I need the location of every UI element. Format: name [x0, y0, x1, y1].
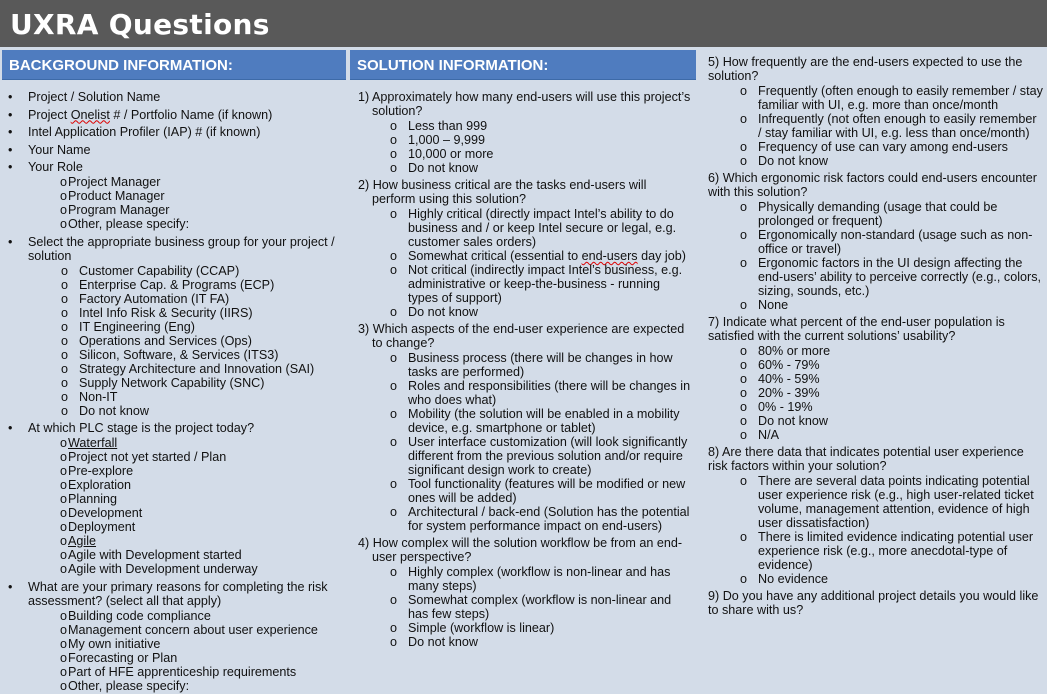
option-item: [708, 228, 1043, 256]
background-sub-item: [28, 189, 342, 203]
option-bullet-icon: o: [390, 407, 398, 421]
option-item: [358, 635, 692, 649]
option-label: Do not know: [408, 635, 479, 649]
option-list: [708, 84, 1043, 168]
option-item: [358, 565, 692, 593]
option-bullet-icon: o: [60, 506, 68, 520]
option-bullet-icon: o: [390, 477, 398, 491]
option-list: [358, 565, 692, 649]
background-sub-item: [28, 520, 342, 534]
background-sub-item-label: Operations and Services (Ops): [79, 333, 252, 348]
background-sub-item-label: Factory Automation (IT FA): [79, 291, 230, 306]
option-label: Do not know: [408, 305, 479, 319]
background-sub-item: [28, 623, 342, 637]
background-sub-item: [28, 320, 342, 334]
option-bullet-icon: o: [740, 154, 748, 168]
option-bullet-icon: o: [60, 464, 68, 478]
solution-questions: [350, 80, 696, 649]
option-item: [358, 263, 692, 305]
option-bullet-icon: o: [60, 534, 68, 548]
background-sub-item: [28, 506, 342, 520]
solution-header: SOLUTION INFORMATION:: [350, 50, 696, 80]
option-item: [708, 572, 1043, 586]
option-item: [708, 428, 1043, 442]
option-label: There are several data points indicating potential user experience risk (e.g., high user-related ticket volume, management attention, evidence of high user dissatisfaction): [758, 474, 1034, 530]
background-item-label: At which PLC stage is the project today?: [28, 421, 255, 435]
option-bullet-icon: o: [61, 389, 69, 404]
background-item-label: Your Role: [28, 160, 83, 174]
option-bullet-icon: o: [390, 565, 398, 579]
option-label: Highly critical (directly impact Intel’s ability to do business and / or keep Intel secure or legal, e.g. customer sales orders): [408, 207, 677, 249]
option-list: [708, 344, 1043, 442]
background-item-label: Project Onelist # / Portfolio Name (if known): [28, 107, 273, 122]
option-item: [358, 379, 692, 407]
option-bullet-icon: o: [740, 474, 748, 488]
option-label: 40% - 59%: [758, 372, 820, 386]
option-item: [708, 154, 1043, 168]
option-label: Frequently (often enough to easily remember / stay familiar with UI, e.g. more than once/month: [758, 84, 1043, 112]
background-sub-item: [28, 376, 342, 390]
background-header: BACKGROUND INFORMATION:: [2, 50, 346, 80]
option-bullet-icon: o: [740, 358, 748, 372]
option-item: [708, 474, 1043, 530]
background-sub-item: [28, 348, 342, 362]
option-bullet-icon: o: [61, 333, 69, 348]
option-item: [708, 414, 1043, 428]
option-label: 20% - 39%: [758, 386, 820, 400]
title-bar: [0, 0, 1047, 47]
background-item-label: Your Name: [28, 142, 91, 157]
background-sub-list: [28, 175, 342, 231]
option-label: Somewhat critical (essential to end-users day job): [408, 249, 686, 263]
background-sub-item: [28, 450, 342, 464]
question-text: 6) Which ergonomic risk factors could end-users encounter with this solution?: [708, 171, 1037, 199]
option-item: [708, 372, 1043, 386]
option-bullet-icon: o: [390, 147, 398, 161]
option-item: [358, 305, 692, 319]
background-sub-item-label: Development: [68, 506, 143, 520]
background-sub-item-label: Strategy Architecture and Innovation (SAI): [79, 361, 315, 376]
option-bullet-icon: o: [740, 256, 748, 270]
option-bullet-icon: o: [60, 478, 68, 492]
background-item-label: Select the appropriate business group for your project / solution: [28, 234, 335, 263]
question-block: [708, 445, 1043, 586]
option-label: Do not know: [758, 154, 829, 168]
background-sub-item: [28, 679, 342, 693]
option-item: [358, 477, 692, 505]
background-sub-item: [28, 217, 342, 231]
option-item: [708, 200, 1043, 228]
option-bullet-icon: o: [60, 189, 68, 203]
option-label: Infrequently (not often enough to easily remember / stay familiar with UI, e.g. less than once/month): [758, 112, 1037, 140]
option-label: Highly complex (workflow is non-linear and has many steps): [408, 565, 671, 593]
background-sub-item: [28, 264, 342, 278]
option-item: [358, 133, 692, 147]
background-sub-item-label: Exploration: [68, 478, 132, 492]
background-sub-item: [28, 478, 342, 492]
option-label: Business process (there will be changes in how tasks are performed): [408, 351, 673, 379]
background-sub-item-label: Enterprise Cap. & Programs (ECP): [79, 277, 275, 292]
option-item: [358, 207, 692, 249]
option-bullet-icon: o: [390, 505, 398, 519]
option-bullet-icon: o: [61, 375, 69, 390]
background-item: [8, 125, 342, 139]
option-label: Less than 999: [408, 119, 488, 133]
option-bullet-icon: o: [60, 678, 68, 693]
option-item: [358, 435, 692, 477]
option-item: [358, 621, 692, 635]
background-sub-item: [28, 175, 342, 189]
background-sub-item-label: Other, please specify:: [68, 678, 190, 693]
option-bullet-icon: o: [60, 664, 68, 679]
option-bullet-icon: o: [740, 140, 748, 154]
background-sub-list: [28, 436, 342, 576]
background-list: [8, 90, 342, 693]
question-text: 4) How complex will the solution workflow be from an end-user perspective?: [358, 536, 683, 564]
option-item: [708, 112, 1043, 140]
option-item: [708, 344, 1043, 358]
option-label: Simple (workflow is linear): [408, 621, 555, 635]
background-item: [8, 580, 342, 693]
option-bullet-icon: o: [390, 351, 398, 365]
background-sub-item-label: Project Manager: [68, 175, 161, 189]
option-item: [708, 358, 1043, 372]
option-item: [708, 386, 1043, 400]
option-label: Do not know: [758, 414, 829, 428]
background-item-label: What are your primary reasons for completing the risk assessment? (select all that apply): [28, 579, 328, 608]
option-bullet-icon: o: [740, 414, 748, 428]
background-column: [2, 50, 346, 694]
option-bullet-icon: o: [740, 344, 748, 358]
option-bullet-icon: o: [740, 200, 748, 214]
option-item: [708, 256, 1043, 298]
option-bullet-icon: o: [60, 636, 68, 651]
option-label: Ergonomically non-standard (usage such as non-office or travel): [758, 228, 1033, 256]
option-item: [708, 530, 1043, 572]
background-sub-item: [28, 651, 342, 665]
option-bullet-icon: o: [61, 319, 69, 334]
option-bullet-icon: o: [60, 608, 68, 623]
background-item-label: Intel Application Profiler (IAP) # (if known): [28, 125, 261, 139]
background-sub-item: [28, 436, 342, 450]
option-label: No evidence: [758, 572, 829, 586]
background-sub-item-label: Management concern about user experience: [68, 622, 318, 637]
option-item: [358, 593, 692, 621]
background-sub-item: [28, 334, 342, 348]
option-bullet-icon: o: [740, 228, 748, 242]
option-label: 10,000 or more: [408, 147, 494, 161]
option-bullet-icon: o: [390, 207, 398, 221]
option-bullet-icon: o: [60, 450, 68, 464]
option-item: [358, 147, 692, 161]
question-text: 2) How business critical are the tasks end-users will perform using this solution?: [358, 178, 647, 206]
option-bullet-icon: o: [390, 263, 398, 277]
background-sub-item: [28, 292, 342, 306]
background-item: [8, 160, 342, 231]
option-bullet-icon: o: [740, 530, 748, 544]
option-bullet-icon: o: [61, 263, 69, 278]
background-sub-item-label: Non-IT: [79, 389, 118, 404]
solution-column: [350, 50, 696, 694]
option-label: Do not know: [408, 161, 479, 175]
option-bullet-icon: o: [390, 593, 398, 607]
option-bullet-icon: o: [60, 650, 68, 665]
option-bullet-icon: o: [60, 520, 68, 534]
option-label: Frequency of use can vary among end-users: [758, 140, 1008, 154]
background-sub-item-label: Waterfall: [68, 436, 118, 450]
background-sub-item-label: Agile with Development underway: [68, 562, 258, 576]
option-item: [358, 249, 692, 263]
background-sub-item: [28, 278, 342, 292]
background-sub-item: [28, 492, 342, 506]
option-bullet-icon: o: [60, 436, 68, 450]
background-sub-item-label: Deployment: [68, 520, 136, 534]
option-bullet-icon: o: [390, 161, 398, 175]
option-bullet-icon: o: [740, 572, 748, 586]
option-label: User interface customization (will look significantly different from the previous solution and/or require significant design work to create): [408, 435, 688, 477]
option-label: Mobility (the solution will be enabled in a mobility device, e.g. smartphone or tablet): [408, 407, 680, 435]
option-bullet-icon: o: [740, 112, 748, 126]
background-sub-item: [28, 362, 342, 376]
background-sub-item: [28, 404, 342, 418]
question-text: 7) Indicate what percent of the end-user population is satisfied with the current solutions’ usability?: [708, 315, 1005, 343]
option-bullet-icon: o: [60, 175, 68, 189]
option-item: [358, 119, 692, 133]
background-item: [8, 108, 342, 122]
background-sub-item: [28, 464, 342, 478]
background-sub-item: [28, 609, 342, 623]
background-sub-item: [28, 548, 342, 562]
background-sub-item-label: Other, please specify:: [68, 217, 190, 231]
option-list: [708, 200, 1043, 312]
background-sub-item: [28, 637, 342, 651]
option-bullet-icon: o: [740, 428, 748, 442]
option-bullet-icon: o: [390, 635, 398, 649]
background-sub-item-label: Customer Capability (CCAP): [79, 263, 240, 278]
option-item: [708, 140, 1043, 154]
background-item: [8, 421, 342, 576]
background-sub-item-label: Silicon, Software, & Services (ITS3): [79, 347, 279, 362]
option-bullet-icon: o: [740, 400, 748, 414]
option-bullet-icon: o: [390, 133, 398, 147]
question-text: 9) Do you have any additional project details you would like to share with us?: [708, 589, 1039, 617]
question-block: [358, 90, 692, 175]
option-list: [358, 351, 692, 533]
option-bullet-icon: o: [390, 305, 398, 319]
option-label: 60% - 79%: [758, 358, 820, 372]
option-label: Not critical (indirectly impact Intel’s business, e.g. administrative or keep-the-business - running types of support): [408, 263, 683, 305]
option-bullet-icon: o: [740, 84, 748, 98]
option-item: [358, 161, 692, 175]
option-item: [708, 298, 1043, 312]
option-item: [358, 407, 692, 435]
option-bullet-icon: o: [61, 361, 69, 376]
option-list: [358, 119, 692, 175]
question-block: [708, 315, 1043, 442]
background-sub-item-label: IT Engineering (Eng): [79, 319, 195, 334]
continued-column: [700, 50, 1047, 694]
background-sub-item: [28, 534, 342, 548]
page-title: UXRA Questions: [10, 8, 270, 41]
option-bullet-icon: o: [60, 622, 68, 637]
option-item: [708, 400, 1043, 414]
option-bullet-icon: o: [60, 548, 68, 562]
question-text: 5) How frequently are the end-users expected to use the solution?: [708, 55, 1023, 83]
option-label: 80% or more: [758, 344, 831, 358]
option-bullet-icon: o: [60, 562, 68, 576]
option-label: 1,000 – 9,999: [408, 133, 486, 147]
question-text: 3) Which aspects of the end-user experience are expected to change?: [358, 322, 685, 350]
background-sub-item-label: Agile: [68, 534, 97, 548]
background-sub-item-label: Agile with Development started: [68, 548, 242, 562]
question-block: [358, 178, 692, 319]
question-block: [708, 171, 1043, 312]
option-bullet-icon: o: [390, 435, 398, 449]
background-sub-item-label: Intel Info Risk & Security (IIRS): [79, 305, 253, 320]
option-bullet-icon: o: [61, 347, 69, 362]
background-sub-item-label: Program Manager: [68, 203, 170, 217]
option-list: [358, 207, 692, 319]
background-item: [8, 235, 342, 418]
background-sub-item-label: Part of HFE apprenticeship requirements: [68, 664, 297, 679]
option-label: Physically demanding (usage that could be prolonged or frequent): [758, 200, 998, 228]
option-list: [708, 474, 1043, 586]
option-label: Architectural / back-end (Solution has the potential for system performance impact on end-users): [408, 505, 690, 533]
background-sub-item: [28, 203, 342, 217]
question-text: 8) Are there data that indicates potential user experience risk factors within your solution?: [708, 445, 1024, 473]
option-bullet-icon: o: [61, 291, 69, 306]
background-sub-item-label: Product Manager: [68, 189, 165, 203]
option-bullet-icon: o: [390, 119, 398, 133]
background-sub-list: [28, 264, 342, 418]
question-text: 1) Approximately how many end-users will use this project’s solution?: [358, 90, 691, 118]
background-sub-item-label: Pre-explore: [68, 464, 134, 478]
option-bullet-icon: o: [390, 249, 398, 263]
option-bullet-icon: o: [740, 372, 748, 386]
option-label: There is limited evidence indicating potential user experience risk (e.g., more anecdotal-type of evidence): [758, 530, 1034, 572]
background-sub-item: [28, 665, 342, 679]
option-bullet-icon: o: [390, 621, 398, 635]
background-sub-item-label: Project not yet started / Plan: [68, 450, 227, 464]
continued-questions: [700, 50, 1047, 617]
background-item: [8, 90, 342, 104]
option-bullet-icon: o: [390, 379, 398, 393]
option-label: 0% - 19%: [758, 400, 813, 414]
background-sub-item: [28, 562, 342, 576]
background-item-label: Project / Solution Name: [28, 90, 161, 104]
option-item: [708, 84, 1043, 112]
question-block: [358, 536, 692, 649]
question-block: [358, 322, 692, 533]
option-bullet-icon: o: [61, 277, 69, 292]
option-bullet-icon: o: [61, 403, 69, 418]
option-bullet-icon: o: [740, 298, 748, 312]
option-item: [358, 505, 692, 533]
question-block: [708, 589, 1043, 617]
background-sub-item-label: Building code compliance: [68, 608, 211, 623]
background-sub-list: [28, 609, 342, 693]
option-bullet-icon: o: [740, 386, 748, 400]
background-sub-item: [28, 306, 342, 320]
option-label: Roles and responsibilities (there will be changes in who does what): [408, 379, 691, 407]
option-label: Ergonomic factors in the UI design affecting the end-users’ ability to perceive correctly (e.g., colors, sizing, sounds, etc.): [758, 256, 1042, 298]
option-bullet-icon: o: [60, 492, 68, 506]
background-sub-item-label: Do not know: [79, 403, 150, 418]
option-item: [358, 351, 692, 379]
question-block: [708, 55, 1043, 168]
background-sub-item-label: My own initiative: [68, 636, 161, 651]
background-item: [8, 143, 342, 157]
option-bullet-icon: o: [61, 305, 69, 320]
option-label: None: [758, 298, 789, 312]
background-sub-item: [28, 390, 342, 404]
option-bullet-icon: o: [60, 203, 68, 217]
background-sub-item-label: Supply Network Capability (SNC): [79, 375, 265, 390]
background-sub-item-label: Planning: [68, 492, 118, 506]
background-sub-item-label: Forecasting or Plan: [68, 650, 178, 665]
option-label: Tool functionality (features will be modified or new ones will be added): [408, 477, 686, 505]
option-bullet-icon: o: [60, 217, 68, 231]
option-label: N/A: [758, 428, 779, 442]
option-label: Somewhat complex (workflow is non-linear and has few steps): [408, 593, 672, 621]
